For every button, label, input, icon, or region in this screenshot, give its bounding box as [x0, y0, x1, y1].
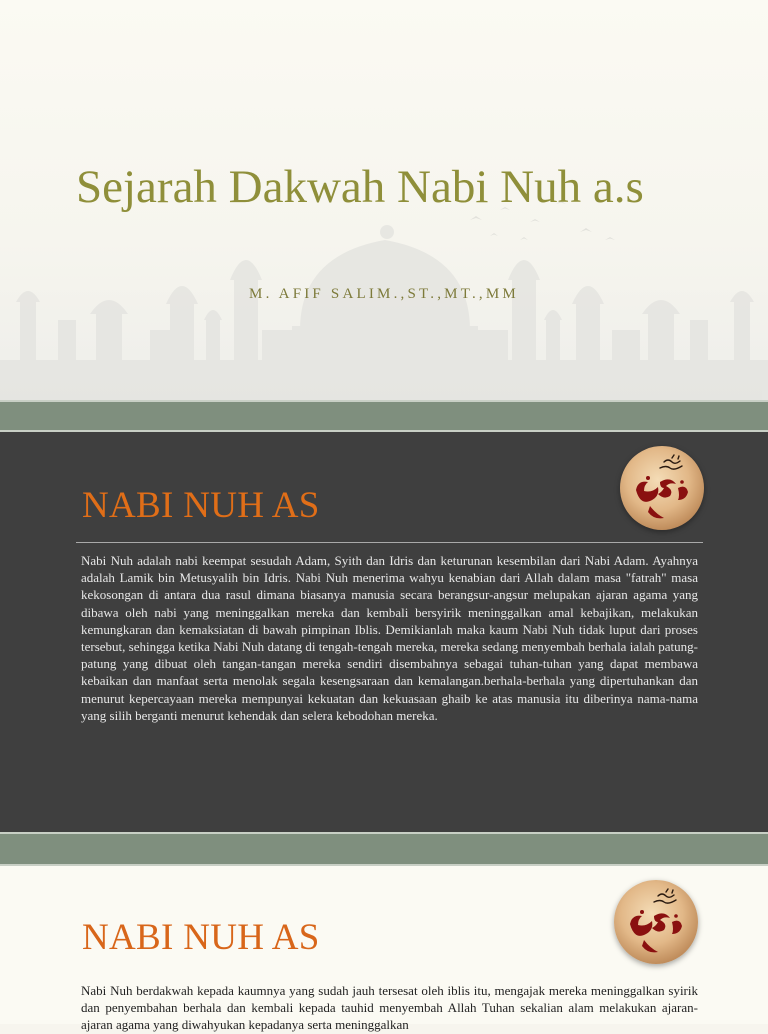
slide-divider-band: [0, 832, 768, 866]
slide-heading: NABI NUH AS: [82, 485, 320, 526]
author-name: M. AFIF SALIM.,ST.,MT.,MM: [249, 286, 519, 302]
heading-divider: [76, 542, 703, 543]
content-slide-light: [0, 866, 768, 1033]
slide-heading: NABI NUH AS: [82, 917, 320, 958]
slide-body-text: Nabi Nuh berdakwah kepada kaumnya yang sudah jauh tersesat oleh iblis itu, mengajak mereka meninggalkan syirik dan penyembahan berhala dan kembali kepada tauhid menyembah Allah Tuhan sekalian alam melakukan ajaran-ajaran agama yang diwahyukan kepadanya serta meninggalkan: [81, 983, 698, 1033]
content-slide-dark: [0, 432, 768, 832]
slide-body-text: Nabi Nuh adalah nabi keempat sesudah Adam, Syith dan Idris dan keturunan kesembilan dari Nabi Adam. Ayahnya adalah Lamik bin Metusyalih bin Idris. Nabi Nuh menerima wahyu kenabian dari Allah dalam masa "fatrah" masa kekosongan di antara dua rasul dimana biasanya manusia secara berangsur-angsur melupakan ajaran agama yang dibawa oleh nabi yang meninggalkan mereka dan kembali bersyirik meninggalkan amal kebajikan, melakukan kemungkaran dan kemaksiatan di bawah pimpinan Iblis. Demikianlah maka kaum Nabi Nuh tidak luput dari proses tersebut, sehingga ketika Nabi Nuh datang di tengah-tengah mereka, mereka sedang menyembah berhala ialah patung-patung yang dibuat oleh tangan-tangan mereka sendiri disembahnya sebagai tuhan-tuhan yang dapat membawa kebaikan dan manfaat serta menolak segala kesengsaraan dan kemalangan.berhala-berhala yang dipertuhankan dan menurut kepercayaan mereka mempunyai kekuatan dan kekuasaan ghaib ke atas manusia itu diberinya nama-nama yang silih berganti menurut kehendak dan selera kebodohan mereka.: [81, 553, 698, 723]
presentation-title: Sejarah Dakwah Nabi Nuh a.s: [76, 161, 644, 213]
title-slide: [0, 0, 768, 400]
slide-divider-band: [0, 400, 768, 432]
arabic-calligraphy-emblem-icon: [620, 446, 704, 530]
arabic-calligraphy-emblem-icon: [614, 880, 698, 964]
